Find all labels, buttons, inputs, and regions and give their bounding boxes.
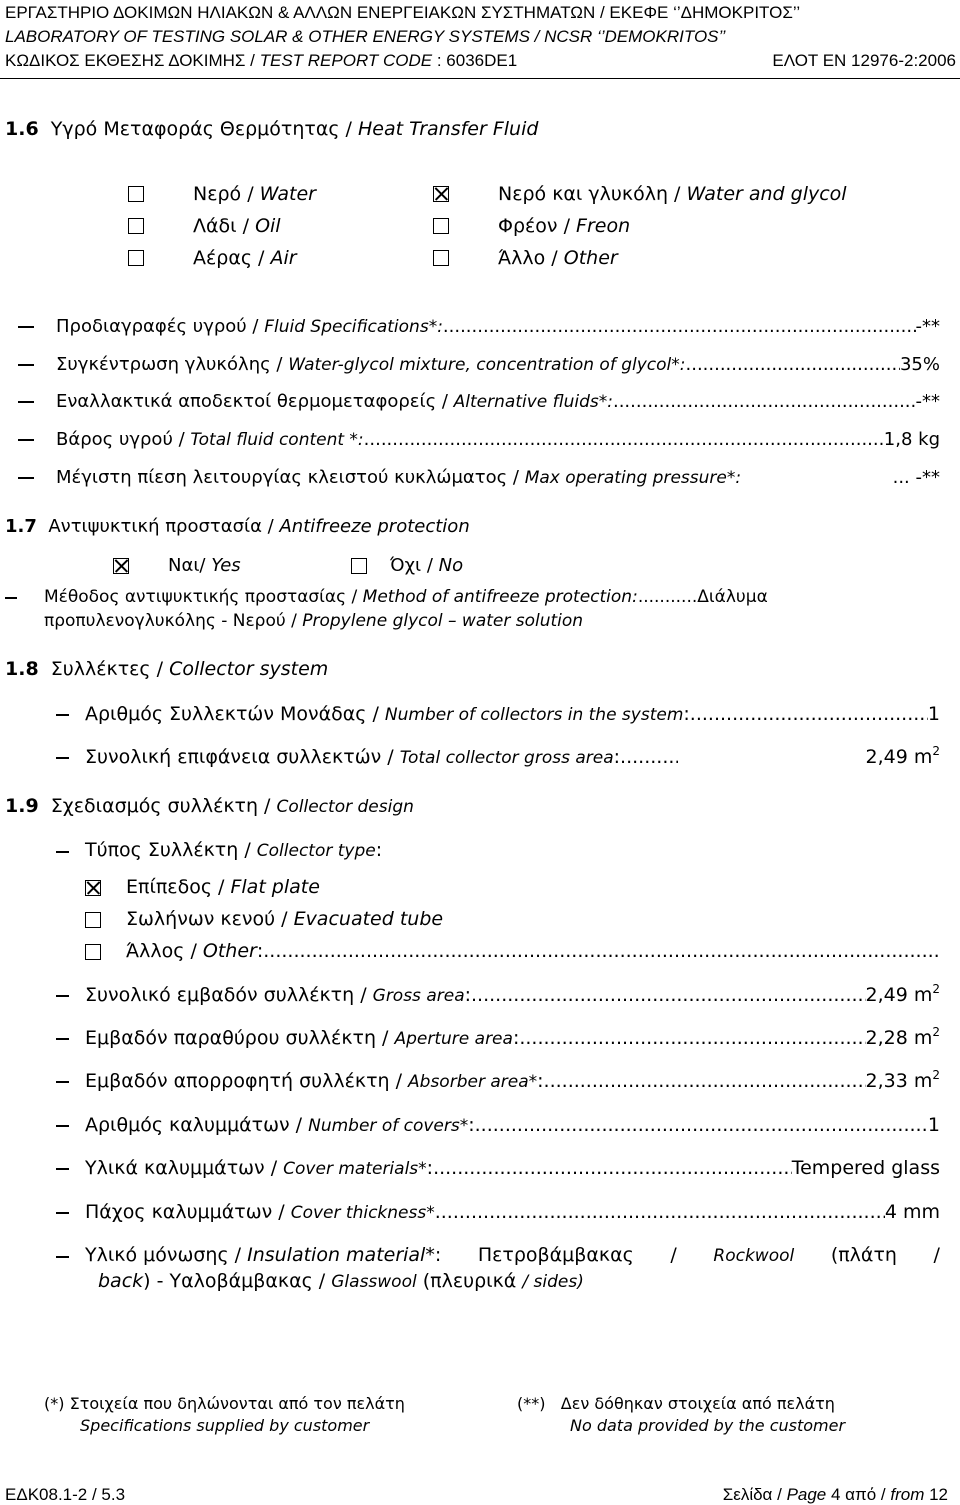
checkbox-water[interactable]: [128, 186, 144, 202]
checkbox-air[interactable]: [128, 250, 144, 266]
method-antifreeze-line1: Μέθοδος αντιψυκτικής προστασίας / Method of antifreeze protection:...........Διάλυμα: [44, 587, 768, 607]
row-gross-area: Συνολικό εμβαδόν συλλέκτη / Gross area: ..... 2,49 $m^2$: [85, 984, 940, 1006]
option-air: Αέρας / Air: [193, 247, 297, 269]
row-total-collector-gross-area: Συνολική επιφάνεια συλλεκτών / Total collector gross area: ..... 2,49 $m^2$: [85, 746, 940, 768]
option-water: Νερό / Water: [193, 183, 316, 205]
option-oil: Λάδι / Oil: [193, 215, 281, 237]
section-1-8-title: 1.8 Συλλέκτες / Collector system: [5, 658, 329, 680]
footnote-customer-specs-en: Specifications supplied by customer: [80, 1416, 370, 1435]
bullet-dash: [5, 597, 17, 599]
checkbox-other-fluid[interactable]: [433, 250, 449, 266]
section-1-7-title: 1.7 Αντιψυκτική προστασία / Antifreeze protection: [5, 516, 470, 537]
bullet-dash: [56, 1081, 69, 1083]
header-line-1: ΕΡΓΑΣΤΗΡΙΟ ΔΟΚΙΜΩΝ ΗΛΙΑΚΩΝ & ΑΛΛΩΝ ΕΝΕΡΓΕΙΑΚΩΝ ΣΥΣΤΗΜΑΤΩΝ / ΕΚΕΦΕ ‘’ΔΗΜΟΚΡΙΤΟΣ’’: [5, 3, 801, 22]
checkbox-antifreeze-yes[interactable]: [113, 558, 129, 574]
bullet-dash: [56, 1256, 69, 1258]
bullet-dash: [56, 714, 69, 716]
row-cover-thickness: Πάχος καλυμμάτων / Cover thickness* ..... 4 mm: [85, 1201, 940, 1223]
checkbox-other-collector[interactable]: [85, 944, 101, 960]
header-divider: [0, 78, 960, 79]
checkbox-evacuated-tube[interactable]: [85, 912, 101, 928]
insulation-line-1: Υλικό μόνωσης / Insulation material*: Πετροβάμβακας / Rockwool (πλάτη /: [85, 1244, 940, 1266]
row-alternative-fluids: Εναλλακτικά αποδεκτοί θερμομεταφορείς / Alternative fluids*: ..... -**: [56, 391, 940, 412]
footer-document-code: ΕΔΚ08.1-2 / 5.3: [5, 1485, 126, 1504]
row-absorber-area: Εμβαδόν απορροφητή συλλέκτη / Absorber area*: ..... 2,33 $m^2$: [85, 1070, 940, 1092]
header-standard: ΕΛΟΤ ΕΝ 12976-2:2006: [772, 51, 956, 70]
row-glycol-concentration: Συγκέντρωση γλυκόλης / Water-glycol mixture, concentration of glycol*: ..... 35%: [56, 354, 940, 375]
checkbox-antifreeze-no[interactable]: [351, 558, 367, 574]
checkbox-freon[interactable]: [433, 218, 449, 234]
bullet-dash: [18, 326, 34, 328]
collector-type-label: Τύπος Συλλέκτη / Collector type:: [85, 839, 383, 861]
row-cover-materials: Υλικά καλυμμάτων / Cover materials*: ..... Tempered glass: [85, 1157, 940, 1179]
bullet-dash: [56, 1168, 69, 1170]
row-total-fluid-content: Βάρος υγρού / Total fluid content *: ..... 1,8 kg: [56, 429, 940, 450]
bullet-dash: [56, 1212, 69, 1214]
insulation-line-2: back) - Υαλοβάμβακας / Glasswool (πλευρικά / sides): [98, 1270, 584, 1292]
option-other-collector: Άλλος / Other: .....: [126, 940, 940, 962]
checkbox-water-glycol[interactable]: [433, 186, 449, 202]
bullet-dash: [18, 439, 34, 441]
option-water-glycol: Νερό και γλυκόλη / Water and glycol: [498, 183, 847, 205]
footnote-customer-specs: (*) Στοιχεία που δηλώνονται από τον πελάτη: [44, 1394, 405, 1413]
row-aperture-area: Εμβαδόν παραθύρου συλλέκτη / Aperture area: ..... 2,28 $m^2$: [85, 1027, 940, 1049]
option-freon: Φρέον / Freon: [498, 215, 631, 237]
option-antifreeze-no: Όχι / No: [390, 555, 464, 576]
bullet-dash: [56, 1038, 69, 1040]
bullet-dash: [56, 1125, 69, 1127]
row-max-operating-pressure: Μέγιστη πίεση λειτουργίας κλειστού κυκλώματος / Max operating pressure*: ... -**: [56, 467, 940, 488]
method-antifreeze-line2: προπυλενογλυκόλης - Νερού / Propylene glycol – water solution: [44, 611, 584, 631]
bullet-dash: [56, 995, 69, 997]
footer-page-number: Σελίδα / Page 4 από / from 12: [722, 1485, 948, 1504]
option-other-fluid: Άλλο / Other: [498, 247, 618, 269]
bullet-dash: [56, 757, 69, 759]
bullet-dash: [18, 364, 34, 366]
header-line-3: ΚΩΔΙΚΟΣ ΕΚΘΕΣΗΣ ΔΟΚΙΜΗΣ / TEST REPORT CODE : 6036DE1: [5, 51, 518, 70]
row-fluid-specifications: Προδιαγραφές υγρού / Fluid Specifications*: ..... -**: [56, 316, 940, 337]
row-number-of-collectors: Αριθμός Συλλεκτών Μονάδας / Number of collectors in the system: ..... 1: [85, 703, 940, 725]
footnote-no-data-en: No data provided by the customer: [570, 1416, 846, 1435]
option-antifreeze-yes: Ναι/ Yes: [168, 555, 241, 576]
header-line-2: LABORATORY OF TESTING SOLAR & OTHER ENERGY SYSTEMS / NCSR ‘’DEMOKRITOS’’: [5, 27, 726, 46]
checkbox-flat-plate[interactable]: [85, 880, 101, 896]
section-1-9-title: 1.9 Σχεδιασμός συλλέκτη / Collector design: [5, 795, 414, 817]
checkbox-oil[interactable]: [128, 218, 144, 234]
section-1-6-title: 1.6 Υγρό Μεταφοράς Θερμότητας / Heat Transfer Fluid: [5, 118, 539, 140]
footnote-no-data: (**) Δεν δόθηκαν στοιχεία από πελάτη: [517, 1394, 835, 1413]
row-number-of-covers: Αριθμός καλυμμάτων / Number of covers*: ..... 1: [85, 1114, 940, 1136]
bullet-dash: [18, 477, 34, 479]
bullet-dash: [56, 851, 69, 853]
bullet-dash: [18, 401, 34, 403]
option-evacuated-tube: Σωλήνων κενού / Evacuated tube: [126, 908, 444, 930]
option-flat-plate: Επίπεδος / Flat plate: [126, 876, 320, 898]
